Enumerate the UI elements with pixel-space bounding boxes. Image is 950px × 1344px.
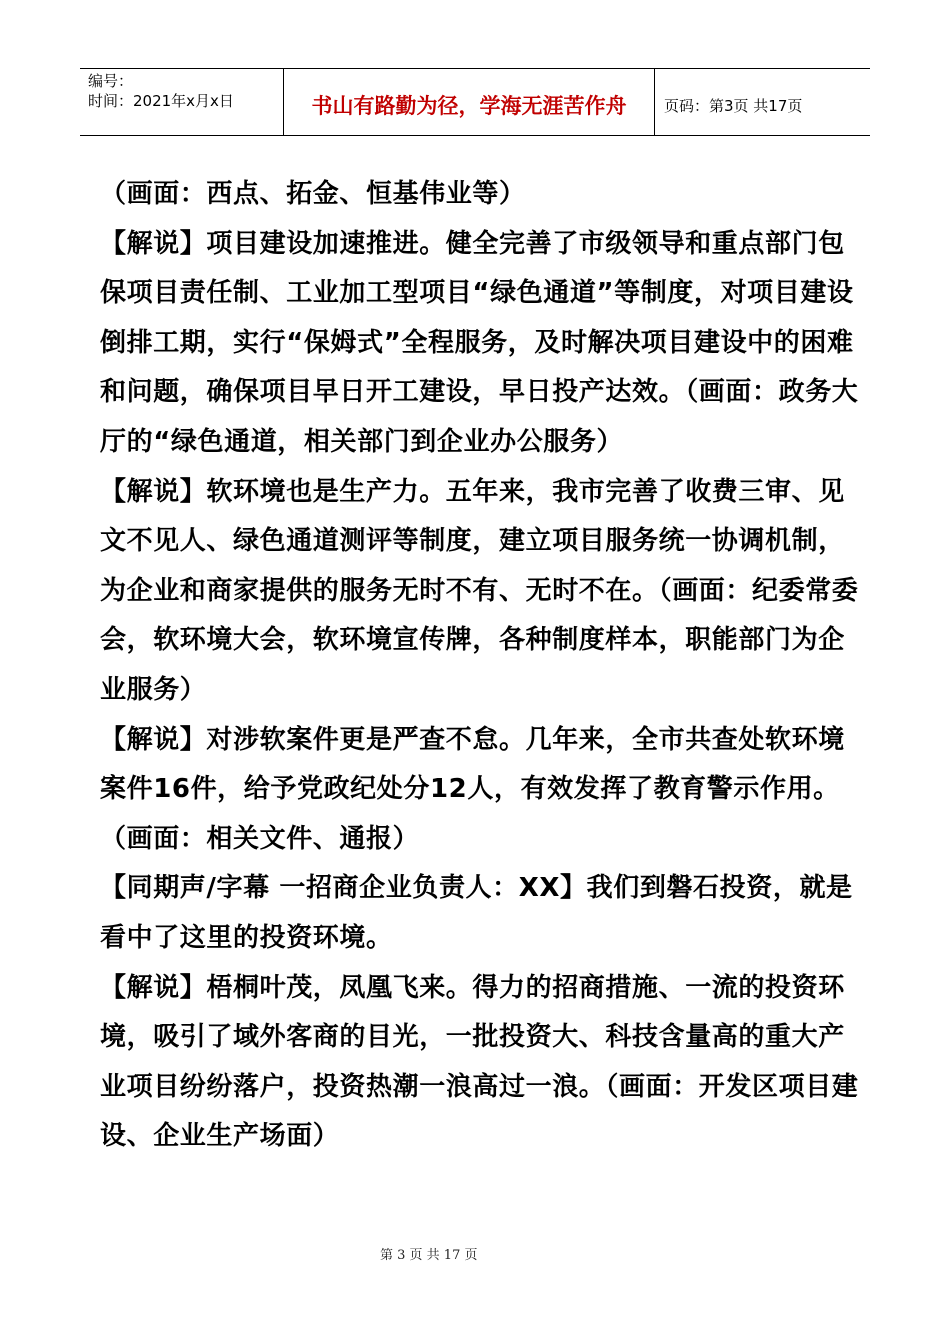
header-motto: 书山有路勤为径，学海无涯苦作舟	[283, 69, 655, 135]
header-meta	[80, 69, 283, 135]
paragraph: 【解说】梧桐叶茂，凤凰飞来。得力的招商措施、一流的投资环境，吸引了域外客商的目光，一批投资大、科技含量高的重大产业项目纷纷落户，投资热潮一浪高过一浪。（画面：开发区项目建设、企业生产场面）	[100, 972, 859, 1152]
paragraph: 【解说】项目建设加速推进。健全完善了市级领导和重点部门包保项目责任制、工业加工型项目“绿色通道”等制度，对项目建设倒排工期，实行“保姆式”全程服务，及时解决项目建设中的困难和问题，确保项目早日开工建设，早日投产达效。（画面：政务大厅的“绿色通道，相关部门到企业办公服务）	[100, 228, 859, 457]
document-time: 时间：2021年x月x日	[88, 92, 234, 110]
header-page-code: 页码：第3页 共17页	[664, 96, 803, 115]
page-footer	[0, 1244, 950, 1263]
paragraph: 【解说】软环境也是生产力。五年来，我市完善了收费三审、见文不见人、绿色通道测评等制度，建立项目服务统一协调机制，为企业和商家提供的服务无时不有、无时不在。（画面：纪委常委会，软环境大会，软环境宣传牌，各种制度样本，职能部门为企业服务）	[100, 476, 859, 705]
paragraph: （画面：西点、拓金、恒基伟业等）	[100, 179, 526, 209]
footer-page-number: 第 3 页 共 17 页	[380, 1248, 478, 1263]
page-header	[80, 68, 870, 136]
document-body	[100, 170, 860, 1162]
paragraph: 【解说】对涉软案件更是严查不怠。几年来，全市共查处软环境案件16件，给予党政纪处分12人，有效发挥了教育警示作用。（画面：相关文件、通报）	[100, 724, 845, 854]
paragraph: 【同期声/字幕 一招商企业负责人：XX】我们到磐石投资，就是看中了这里的投资环境。	[100, 873, 853, 953]
document-number: 编号：	[88, 72, 134, 90]
